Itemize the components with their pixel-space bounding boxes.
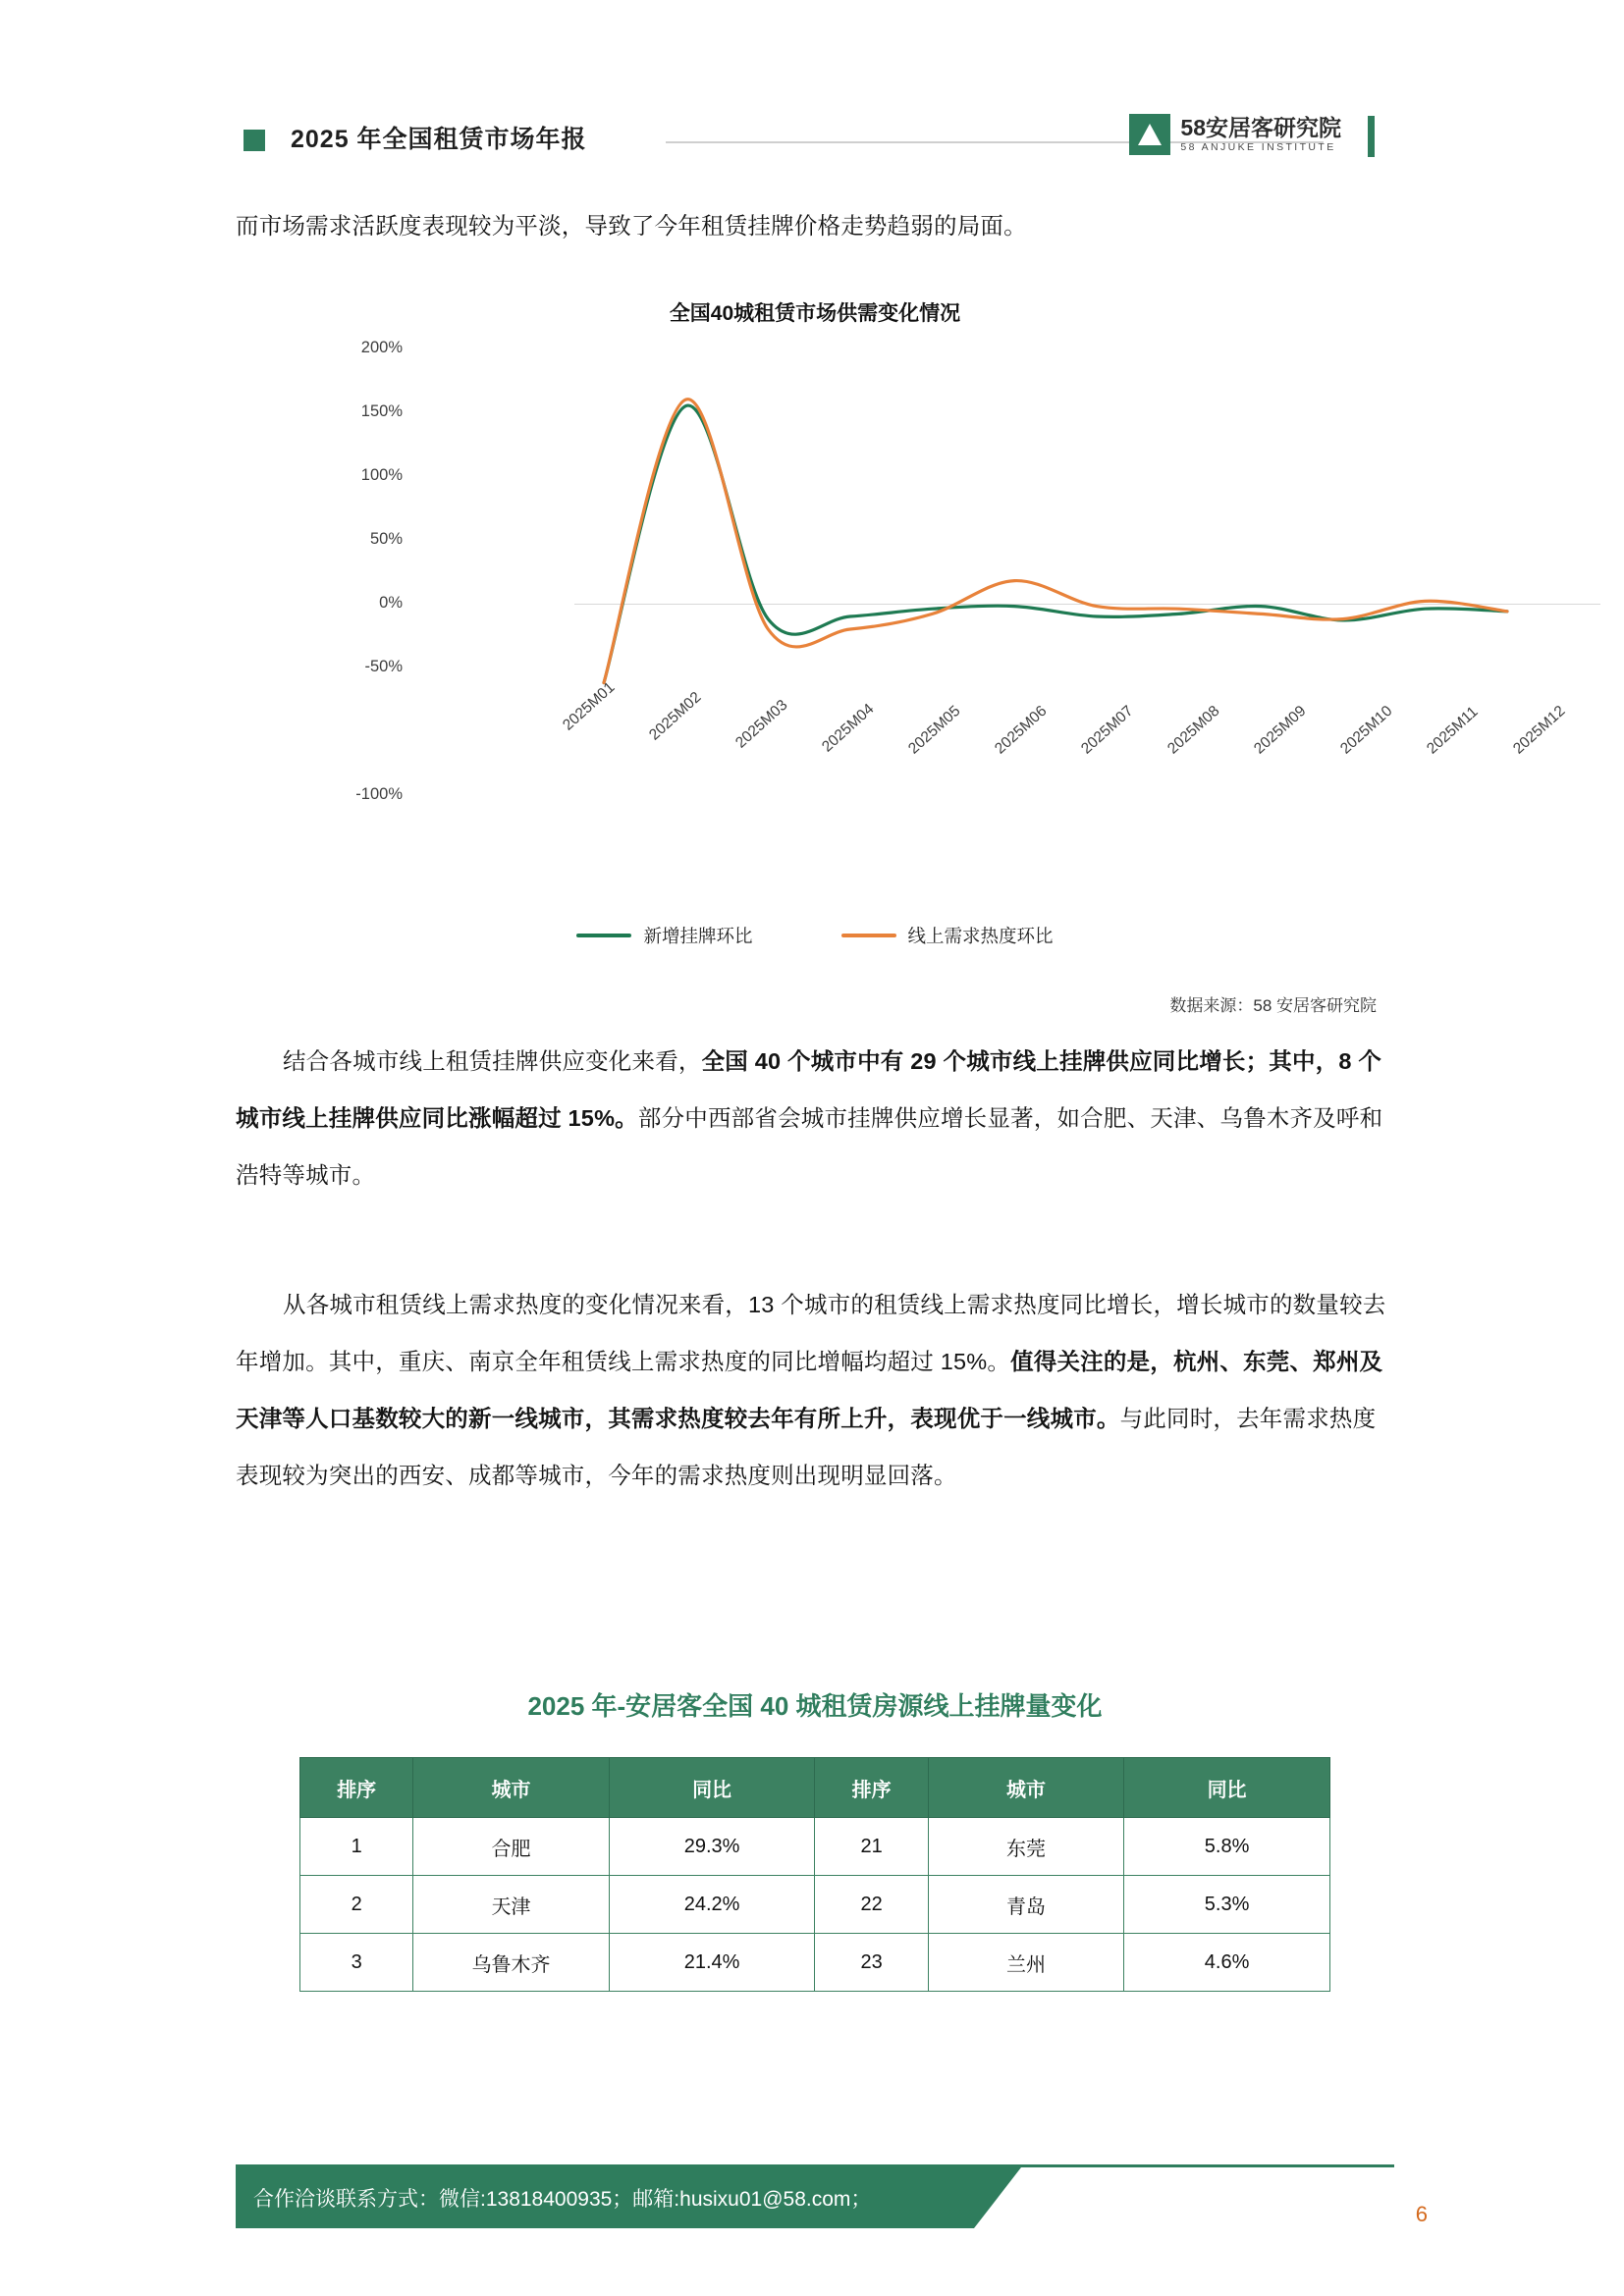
x-tick-0: 2025M01 <box>560 678 619 734</box>
y-tick-150: 150% <box>360 402 403 420</box>
table-row <box>300 1876 1330 1934</box>
x-tick-8: 2025M09 <box>1251 702 1310 758</box>
legend-label-supply: 新增挂牌环比 <box>643 926 753 946</box>
cell-city-left: 天津 <box>413 1876 609 1934</box>
table-header-yoy-left: 同比 <box>609 1758 815 1818</box>
cell-city-right: 兰州 <box>928 1934 1123 1992</box>
cell-yoy-left: 24.2% <box>609 1876 815 1934</box>
supply-demand-chart <box>236 280 1569 1006</box>
table-row <box>300 1934 1330 1992</box>
paragraph-supply-part3: 部分中西部省会城市挂牌供应增长显著，如合肥、天津、乌鲁木齐及呼和浩特等城市。 <box>236 1105 1383 1188</box>
paragraph-intro: 而市场需求活跃度表现较为平淡，导致了今年租赁挂牌价格走势趋弱的局面。 <box>236 213 1027 239</box>
page-header <box>244 110 1382 167</box>
legend-swatch-supply <box>576 934 631 937</box>
y-tick-100: 100% <box>360 466 403 484</box>
x-tick-6: 2025M07 <box>1078 702 1137 758</box>
y-tick-50: 50% <box>369 530 403 548</box>
cell-yoy-right: 5.8% <box>1124 1818 1330 1876</box>
x-tick-9: 2025M10 <box>1337 702 1396 758</box>
header-square-icon <box>244 130 265 151</box>
table-header-city-right: 城市 <box>928 1758 1123 1818</box>
cell-yoy-right: 4.6% <box>1124 1934 1330 1992</box>
page-number: 6 <box>1415 2202 1428 2226</box>
table-header-rank-right: 排序 <box>815 1758 928 1818</box>
x-tick-10: 2025M11 <box>1424 703 1482 758</box>
y-tick-200: 200% <box>360 339 403 356</box>
paragraph-supply-highlight: 全国 40 个城市中有 29 个城市线上挂牌供应同比增长；其中，8 个城市线上挂牌供应同比涨幅超过 15%。 <box>236 1048 1382 1131</box>
footer-contact: 合作洽谈联系方式：微信:13818400935；邮箱:husixu01@58.com； <box>253 2188 872 2211</box>
chart-legend <box>236 923 1394 948</box>
cell-rank-left: 3 <box>300 1934 413 1992</box>
table-title: 2025 年-安居客全国 40 城租赁房源线上挂牌量变化 <box>527 1691 1103 1721</box>
legend-swatch-demand <box>841 934 896 937</box>
cell-yoy-right: 5.3% <box>1124 1876 1330 1934</box>
legend-label-demand: 线上需求热度环比 <box>907 926 1054 946</box>
x-tick-7: 2025M08 <box>1164 702 1223 758</box>
x-tick-2: 2025M03 <box>732 696 791 752</box>
table-header-row <box>300 1758 1330 1818</box>
cell-rank-right: 22 <box>815 1876 928 1934</box>
x-tick-4: 2025M05 <box>905 702 964 758</box>
chart-title: 全国40城租赁市场供需变化情况 <box>669 302 961 325</box>
x-tick-1: 2025M02 <box>646 688 705 744</box>
y-tick-0: 0% <box>379 594 403 612</box>
paragraph-supply-part1: 结合各城市线上租赁挂牌供应变化来看， <box>283 1048 702 1074</box>
logo-text-sub: 58 ANJUKE INSTITUTE <box>1180 140 1336 153</box>
cell-rank-right: 23 <box>815 1934 928 1992</box>
cell-yoy-left: 21.4% <box>609 1934 815 1992</box>
paragraph-demand-part1: 从各城市租赁线上需求热度的变化情况来看，13 个城市的租赁线上需求热度同比增长，增长城市的数量较去年增加。其中，重庆、南京全年租赁线上需求热度的同比增幅均超过 15%。 <box>236 1292 1386 1374</box>
cell-city-left: 合肥 <box>413 1818 609 1876</box>
cell-city-right: 东莞 <box>928 1818 1123 1876</box>
paragraph-demand-highlight: 值得关注的是，杭州、东莞、郑州及天津等人口基数较大的新一线城市，其需求热度较去年有所上升，表现优于一线城市。 <box>236 1349 1383 1431</box>
legend-item-supply <box>576 923 752 948</box>
x-tick-5: 2025M06 <box>992 702 1051 758</box>
cell-rank-left: 2 <box>300 1876 413 1934</box>
table-row <box>300 1818 1330 1876</box>
table-header-city-left: 城市 <box>413 1758 609 1818</box>
y-tick-neg100: -100% <box>355 785 403 803</box>
cell-rank-left: 1 <box>300 1818 413 1876</box>
x-axis-labels <box>530 678 1610 849</box>
header-title: 2025 年全国租赁市场年报 <box>291 126 587 153</box>
cell-yoy-left: 29.3% <box>609 1818 815 1876</box>
anjuke-logo-icon <box>1129 114 1170 155</box>
paragraph-demand-part3: 与此同时，去年需求热度表现较为突出的西安、成都等城市，今年的需求热度则出现明显回落。 <box>236 1406 1377 1488</box>
listing-change-table <box>299 1757 1330 1992</box>
page-footer <box>0 2164 1624 2241</box>
chart-source-note: 数据来源：58 安居客研究院 <box>1169 996 1377 1015</box>
brand-logo <box>1129 114 1341 155</box>
logo-text-main: 58安居客研究院 <box>1180 114 1341 140</box>
cell-city-right: 青岛 <box>928 1876 1123 1934</box>
paragraph-supply <box>236 1033 1392 1203</box>
cell-city-left: 乌鲁木齐 <box>413 1934 609 1992</box>
x-tick-3: 2025M04 <box>819 700 878 756</box>
y-tick-neg50: -50% <box>364 658 403 675</box>
cell-rank-right: 21 <box>815 1818 928 1876</box>
legend-item-demand <box>841 923 1054 948</box>
chart-plot-area <box>236 339 1569 888</box>
table-header-yoy-right: 同比 <box>1124 1758 1330 1818</box>
header-accent-bar <box>1368 116 1375 157</box>
x-tick-11: 2025M12 <box>1510 702 1569 758</box>
paragraph-demand <box>236 1276 1392 1504</box>
table-header-rank-left: 排序 <box>300 1758 413 1818</box>
